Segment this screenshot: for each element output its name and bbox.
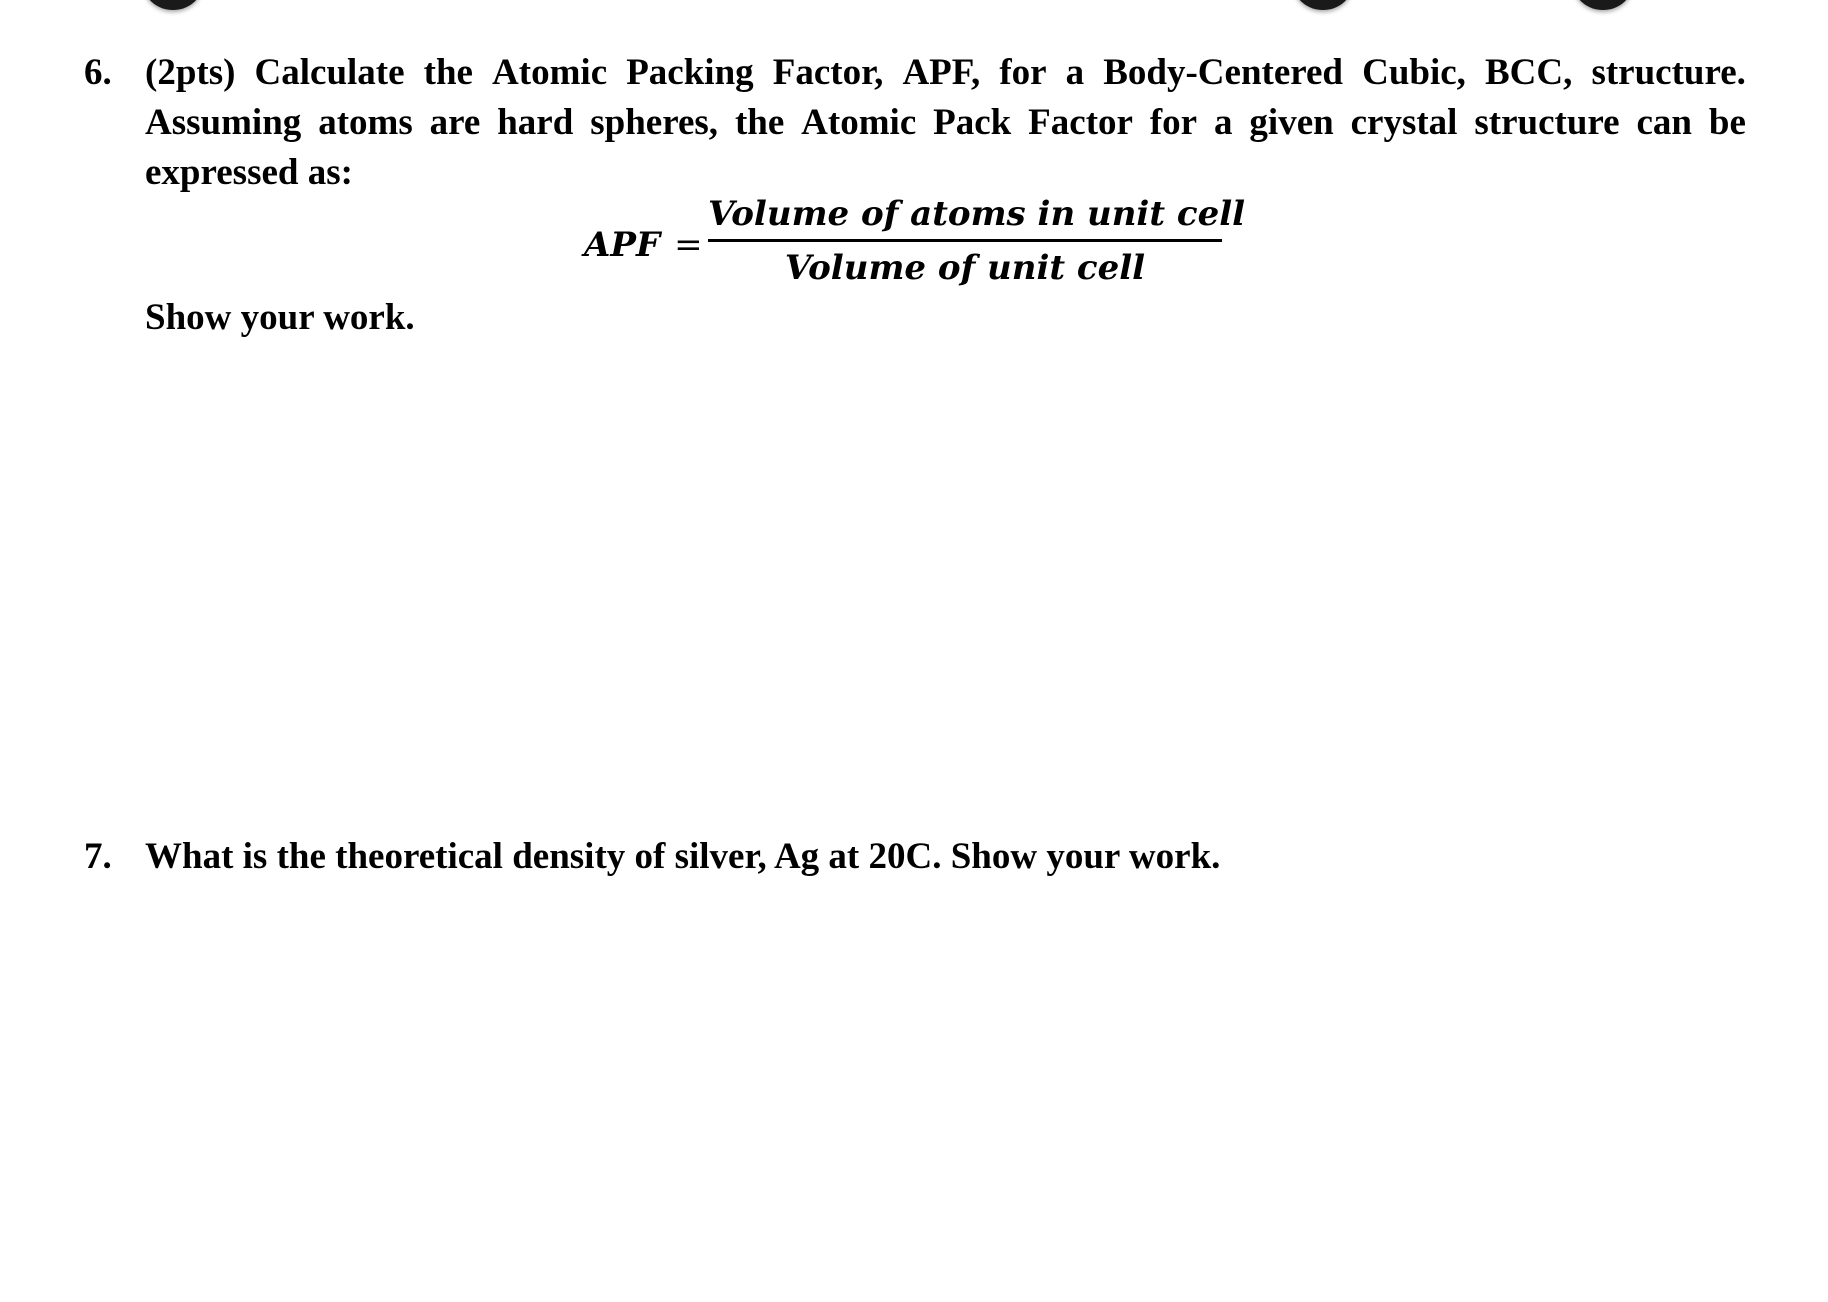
prompt-word: given xyxy=(1249,102,1334,143)
prompt-word: for xyxy=(999,52,1047,93)
prompt-word: for xyxy=(1149,102,1198,143)
prompt-word: a xyxy=(1214,102,1233,143)
question-6-line-3: expressed as: xyxy=(145,152,353,193)
prompt-word: Atomic xyxy=(492,52,608,93)
prompt-word: Cubic, xyxy=(1362,52,1466,93)
prompt-word: atoms xyxy=(318,102,413,143)
question-7-number: 7. xyxy=(84,836,112,877)
prompt-word: be xyxy=(1708,102,1746,143)
prompt-word: the xyxy=(734,102,785,143)
question-6-line-1 xyxy=(145,48,1746,98)
prompt-word: hard xyxy=(497,102,574,143)
question-7-prompt: What is the theoretical density of silver, Ag at 20C. Show your work. xyxy=(145,836,1221,877)
formula-equals-sign: = xyxy=(674,225,703,265)
prompt-word: APF, xyxy=(902,52,981,93)
formula-lhs xyxy=(584,225,703,265)
prompt-word: Factor, xyxy=(772,52,884,93)
fraction-bar xyxy=(708,239,1222,242)
prompt-word: structure xyxy=(1474,102,1620,143)
prompt-word: crystal xyxy=(1350,102,1458,143)
prompt-word: can xyxy=(1636,102,1692,143)
binder-hole-left xyxy=(144,0,202,10)
prompt-word: Calculate xyxy=(254,52,405,93)
prompt-word: Body-Centered xyxy=(1103,52,1344,93)
prompt-word: spheres, xyxy=(590,102,719,143)
question-6-instruction: Show your work. xyxy=(145,297,415,338)
prompt-word: are xyxy=(429,102,481,143)
prompt-word: Pack xyxy=(933,102,1012,143)
binder-hole-right xyxy=(1574,0,1632,10)
formula-numerator: Volume of atoms in unit cell xyxy=(708,194,1246,234)
question-6-line-2 xyxy=(145,98,1746,148)
prompt-word: BCC, xyxy=(1485,52,1573,93)
prompt-word: structure. xyxy=(1591,52,1746,93)
prompt-word: Atomic xyxy=(801,102,917,143)
question-6-prompt xyxy=(145,48,1765,198)
formula-denominator: Volume of unit cell xyxy=(784,248,1146,288)
prompt-word: the xyxy=(423,52,473,93)
prompt-word: a xyxy=(1065,52,1085,93)
prompt-word: (2pts) xyxy=(145,52,236,93)
formula-fraction xyxy=(708,192,1246,291)
formula-apf-symbol: APF xyxy=(584,225,661,265)
prompt-word: Assuming xyxy=(145,102,302,143)
binder-hole-middle xyxy=(1294,0,1352,10)
prompt-word: Factor xyxy=(1028,102,1133,143)
question-6-number: 6. xyxy=(84,52,112,93)
prompt-word: Packing xyxy=(626,52,754,93)
